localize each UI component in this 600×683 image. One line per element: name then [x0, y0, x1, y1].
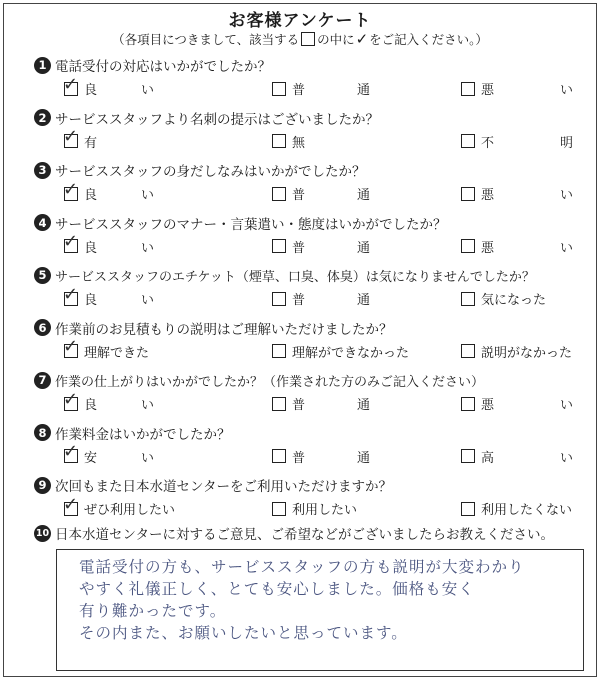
answer-option[interactable] — [63, 231, 154, 256]
question-text: 作業前のお見積もりの説明はご理解いただけましたか？ — [55, 321, 393, 338]
comment-line: やすく礼儀正しく、とても安心しました。価格も安く — [79, 580, 475, 598]
question-2 — [34, 107, 590, 153]
question-text: 作業の仕上がりはいかがでしたか？（作業された方のみご記入ください） — [55, 374, 485, 390]
answer-label-part: 悪 — [481, 188, 495, 203]
answer-label-part: 良 — [84, 83, 98, 98]
answer-label — [481, 79, 573, 98]
answer-label-part: 普 — [292, 83, 306, 98]
answer-option[interactable] — [461, 447, 573, 466]
answer-label — [84, 79, 154, 98]
question-7 — [34, 369, 590, 415]
answer-checkbox[interactable] — [63, 178, 79, 201]
answer-label-part: い — [140, 83, 154, 98]
answer-label — [84, 184, 154, 203]
answer-label — [481, 394, 573, 413]
survey-title: お客様アンケート — [228, 11, 372, 31]
question-number-badge: 5 — [34, 267, 51, 284]
question-number-badge: 2 — [34, 109, 51, 126]
question-number-badge: 7 — [34, 372, 51, 389]
question-number-badge: 9 — [34, 477, 51, 494]
answer-checkbox[interactable] — [63, 336, 79, 358]
answer-label-part: 通 — [356, 83, 370, 98]
answer-option[interactable] — [272, 447, 370, 466]
question-3 — [34, 159, 590, 205]
answer-label: 理解できた — [84, 345, 150, 361]
answer-checkbox[interactable] — [461, 239, 475, 253]
answer-label-part: い — [559, 83, 573, 98]
survey-sheet — [3, 3, 597, 677]
question-6 — [34, 317, 590, 363]
check-mark-icon: ✓ — [63, 388, 79, 410]
answer-label — [292, 184, 370, 203]
question-text: 次回もまた日本水道センターをご利用いただけますか？ — [55, 479, 392, 495]
answer-checkbox[interactable] — [272, 344, 286, 358]
answer-option[interactable] — [63, 441, 154, 466]
check-mark-icon: ✓ — [63, 283, 79, 305]
answer-label: 理解ができなかった — [292, 345, 410, 361]
answer-label-part: い — [559, 398, 573, 413]
question-text: サービススタッフのエチケット（煙草、口臭、体臭）は気になりませんでしたか？ — [55, 269, 535, 285]
question-text: 作業料金はいかがでしたか？ — [55, 426, 231, 443]
answer-label — [84, 289, 154, 308]
question-number-badge: 3 — [34, 162, 51, 179]
answer-checkbox[interactable] — [461, 134, 475, 148]
answer-label-part: 明 — [559, 135, 573, 151]
answer-option[interactable] — [63, 126, 98, 151]
answer-checkbox[interactable] — [272, 134, 286, 148]
answer-label — [481, 447, 573, 466]
instruction-text-2: の中に — [317, 32, 355, 47]
answer-label-part: い — [140, 450, 154, 466]
answer-checkbox[interactable] — [461, 187, 475, 201]
answer-label-part: い — [140, 240, 154, 256]
answer-option[interactable] — [272, 289, 370, 308]
answer-label — [292, 447, 370, 466]
answer-checkbox[interactable] — [272, 449, 286, 463]
answer-label: 利用したい — [292, 503, 358, 518]
answer-checkbox[interactable] — [272, 239, 286, 253]
answer-checkbox[interactable] — [63, 493, 79, 516]
check-mark-icon: ✓ — [63, 178, 79, 200]
answer-label: 無 — [292, 135, 306, 151]
question-text: 電話受付の対応はいかがでしたか？ — [55, 59, 271, 75]
answer-label-part: い — [140, 188, 154, 203]
answer-option[interactable] — [63, 388, 154, 413]
answer-label: 説明がなかった — [481, 345, 573, 361]
answer-option[interactable] — [272, 184, 370, 203]
answer-option[interactable] — [461, 184, 573, 203]
answer-option[interactable] — [461, 132, 573, 151]
answer-checkbox[interactable] — [63, 126, 79, 148]
answer-label-part: い — [559, 450, 573, 466]
answer-label-part: 通 — [356, 398, 370, 413]
answer-label — [481, 132, 573, 151]
answer-label — [84, 447, 154, 466]
answer-label-part: 通 — [356, 293, 370, 308]
answer-option[interactable] — [461, 237, 573, 256]
question-number-badge: 1 — [34, 57, 51, 74]
question-10 — [34, 522, 590, 546]
question-4 — [34, 212, 590, 258]
answer-checkbox[interactable] — [461, 397, 475, 411]
answer-checkbox[interactable] — [272, 82, 286, 96]
check-mark-icon: ✓ — [63, 441, 79, 462]
question-text: サービススタッフより名刺の提示はございましたか？ — [55, 111, 379, 128]
answer-checkbox[interactable] — [63, 231, 79, 253]
answer-option[interactable] — [461, 342, 572, 361]
question-text: サービススタッフのマナー・言葉遣い・態度はいかがでしたか？ — [55, 216, 447, 233]
question-number-badge: 8 — [34, 424, 51, 441]
answer-option[interactable] — [461, 79, 573, 98]
answer-label-part: い — [559, 188, 573, 203]
answer-label-part: 良 — [84, 398, 98, 413]
answer-checkbox[interactable] — [63, 441, 79, 463]
answer-checkbox[interactable] — [461, 502, 475, 516]
answer-label-part: 不 — [481, 135, 495, 151]
question-text: 日本水道センターに対するご意見、ご希望などがございましたらお教えください。 — [55, 527, 554, 543]
answer-label-part: 通 — [356, 188, 370, 203]
check-mark-icon: ✓ — [63, 493, 79, 515]
answer-option[interactable] — [272, 394, 370, 413]
answer-label — [292, 394, 370, 413]
answer-checkbox[interactable] — [272, 397, 286, 411]
question-8 — [34, 422, 590, 468]
answer-option[interactable] — [461, 499, 572, 518]
answer-checkbox[interactable] — [272, 502, 286, 516]
answer-option[interactable] — [272, 342, 409, 361]
answer-option[interactable] — [63, 178, 154, 203]
answer-option[interactable] — [63, 283, 154, 308]
answer-option[interactable] — [272, 79, 370, 98]
answer-label-part: 安 — [84, 450, 98, 466]
answer-label-part: 普 — [292, 188, 306, 203]
answer-label: 気になった — [481, 293, 547, 308]
comment-line: 有り難かったです。 — [79, 602, 227, 620]
answer-label: ぜひ利用したい — [84, 503, 176, 518]
instruction-text-3: をご記入ください。） — [369, 32, 488, 47]
comment-box[interactable] — [56, 549, 584, 671]
answer-label-part: 悪 — [481, 240, 495, 256]
check-mark-icon: ✓ — [63, 126, 79, 147]
answer-label: 有 — [84, 135, 98, 151]
instruction-text-1: （各項目につきまして、該当する — [112, 32, 300, 47]
answer-label — [481, 237, 573, 256]
answer-label — [481, 184, 573, 203]
answer-label — [292, 237, 370, 256]
check-mark-icon: ✓ — [63, 73, 79, 95]
answer-option[interactable] — [272, 499, 357, 518]
answer-label-part: 悪 — [481, 83, 495, 98]
answer-label-part: 普 — [292, 450, 306, 466]
answer-label — [84, 237, 154, 256]
checkbox-sample-icon — [301, 32, 315, 46]
answer-label — [84, 394, 154, 413]
question-1 — [34, 54, 590, 100]
answer-option[interactable] — [63, 73, 154, 98]
answer-label-part: 普 — [292, 240, 306, 256]
check-mark-icon: ✓ — [355, 30, 369, 48]
survey-instructions — [4, 30, 596, 48]
answer-label-part: 良 — [84, 188, 98, 203]
answer-label-part: 良 — [84, 293, 98, 308]
question-9 — [34, 474, 590, 520]
answer-checkbox[interactable] — [63, 283, 79, 306]
answer-checkbox[interactable] — [272, 292, 286, 306]
answer-checkbox[interactable] — [461, 344, 475, 358]
handwritten-comment — [57, 550, 583, 644]
answer-label-part: 悪 — [481, 398, 495, 413]
check-mark-icon: ✓ — [63, 336, 79, 357]
answer-label-part: 普 — [292, 293, 306, 308]
comment-line: 電話受付の方も、サービススタッフの方も説明が大変わかり — [79, 558, 525, 576]
answer-checkbox[interactable] — [63, 388, 79, 411]
check-mark-icon: ✓ — [63, 231, 79, 252]
answer-label-part: 通 — [356, 240, 370, 256]
answer-checkbox[interactable] — [461, 449, 475, 463]
question-number-badge: 10 — [34, 525, 51, 542]
answer-label-part: い — [559, 240, 573, 256]
question-number-badge: 4 — [34, 214, 51, 231]
answer-label-part: 高 — [481, 450, 495, 466]
answer-option[interactable] — [461, 289, 546, 308]
answer-label — [292, 79, 370, 98]
answer-checkbox[interactable] — [272, 187, 286, 201]
question-number-badge: 6 — [34, 319, 51, 336]
answer-label-part: い — [140, 398, 154, 413]
answer-option[interactable] — [272, 237, 370, 256]
answer-checkbox[interactable] — [63, 73, 79, 96]
question-5 — [34, 264, 590, 310]
answer-label: 利用したくない — [481, 503, 573, 518]
answer-label — [292, 289, 370, 308]
answer-option[interactable] — [63, 336, 150, 361]
question-text: サービススタッフの身だしなみはいかがでしたか？ — [55, 164, 366, 180]
answer-option[interactable] — [63, 493, 176, 518]
answer-checkbox[interactable] — [461, 292, 475, 306]
answer-label-part: い — [140, 293, 154, 308]
answer-label-part: 普 — [292, 398, 306, 413]
answer-checkbox[interactable] — [461, 82, 475, 96]
answer-label-part: 良 — [84, 240, 98, 256]
answer-label-part: 通 — [356, 450, 370, 466]
comment-line: その内また、お願いしたいと思っています。 — [79, 624, 408, 642]
answer-option[interactable] — [272, 132, 305, 151]
answer-option[interactable] — [461, 394, 573, 413]
